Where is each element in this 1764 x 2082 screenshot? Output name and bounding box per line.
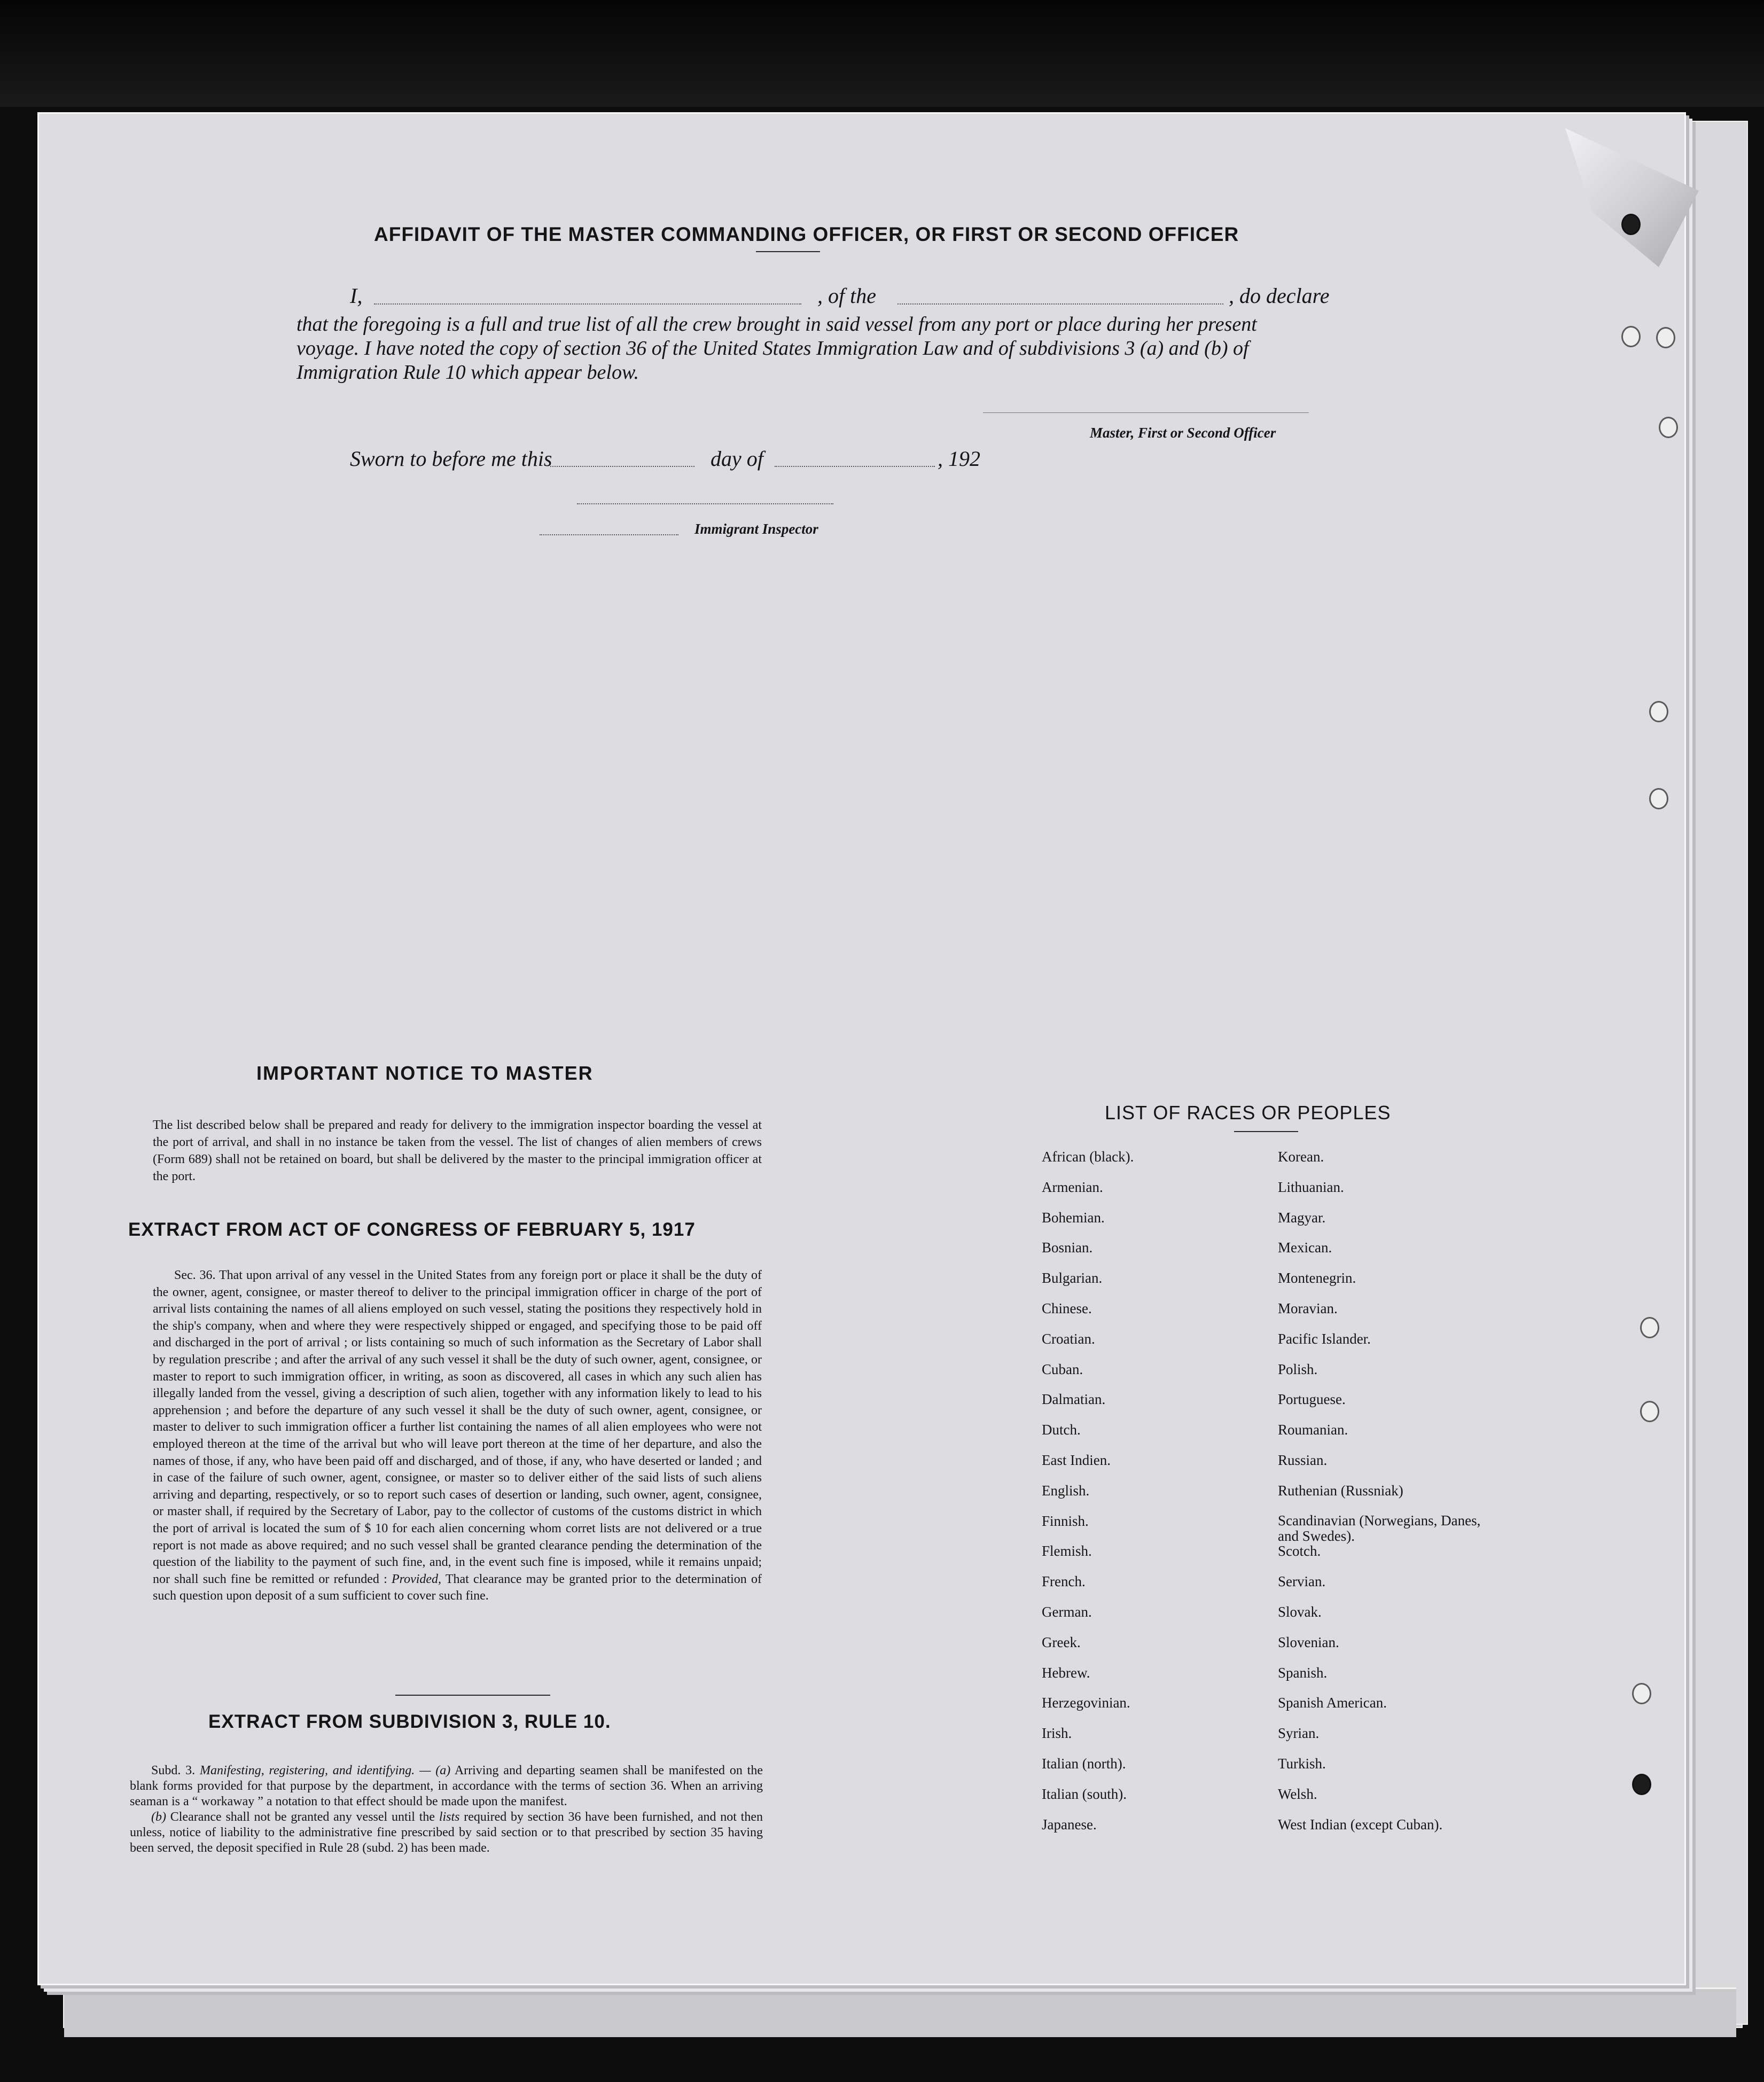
subd-b-label: (b) xyxy=(151,1810,166,1824)
vessel-blank-line[interactable] xyxy=(897,303,1223,305)
section-divider xyxy=(395,1695,550,1696)
subdivision-3-text xyxy=(130,1763,763,1856)
race-item: Dutch. xyxy=(1042,1422,1081,1438)
affidavit-i: I, xyxy=(350,284,363,308)
affidavit-do-declare: , do declare xyxy=(1229,284,1330,308)
race-item: Bosnian. xyxy=(1042,1239,1093,1256)
inspector-name-line-2[interactable] xyxy=(540,534,678,535)
inspector-name-line-1[interactable] xyxy=(577,503,833,504)
sworn-text: Sworn to before me this xyxy=(350,447,552,471)
master-signature-label: Master, First or Second Officer xyxy=(1090,425,1276,441)
bleed-through-text xyxy=(235,231,244,255)
race-item: East Indien. xyxy=(1042,1452,1111,1468)
race-item: Croatian. xyxy=(1042,1330,1095,1347)
race-item: Moravian. xyxy=(1278,1300,1338,1316)
year-prefix: , 192 xyxy=(938,447,980,471)
race-item: Herzegovinian. xyxy=(1042,1695,1130,1711)
section-36-text xyxy=(153,1267,762,1605)
races-title-underline xyxy=(1234,1131,1298,1132)
race-item: Portuguese. xyxy=(1278,1391,1346,1408)
race-item: Syrian. xyxy=(1278,1725,1320,1742)
affidavit-heading: AFFIDAVIT OF THE MASTER COMMANDING OFFICER, OR FIRST OR SECOND OFFICER xyxy=(374,223,1239,245)
day-of-text: day of xyxy=(711,447,763,471)
race-item: West Indian (except Cuban). xyxy=(1278,1816,1443,1833)
race-item: French. xyxy=(1042,1573,1086,1590)
affidavit-body: that the foregoing is a full and true list of all the crew brought in said vessel from any port or place during her present voyage. I have noted the copy of section 36 of the United States Immigration Law and of subdivisions 3 (a) and (b) of Immigration Rule 10 which appear below. xyxy=(296,313,1257,384)
race-item: Spanish. xyxy=(1278,1664,1328,1681)
day-blank-line[interactable] xyxy=(550,466,694,467)
binder-hole-icon xyxy=(1621,326,1641,347)
page-stack-bottom-edges xyxy=(64,1987,1736,2037)
race-item: Chinese. xyxy=(1042,1300,1092,1316)
race-item: Mexican. xyxy=(1278,1239,1332,1256)
race-item: Hebrew. xyxy=(1042,1664,1090,1681)
race-item: Greek. xyxy=(1042,1634,1081,1650)
subd-a-text: Arriving and departing seamen shall be manifested on the blank forms provided for that purpose by the department, in accordance with the terms of section 36. When an arriving seaman is a “ workaway ” a notation to that effect should be made upon the manifest. xyxy=(130,1764,763,1808)
act-extract-title: EXTRACT FROM ACT OF CONGRESS OF FEBRUARY 5, 1917 xyxy=(128,1219,696,1240)
race-item: Armenian. xyxy=(1042,1179,1103,1195)
month-blank-line[interactable] xyxy=(775,466,935,467)
race-item: Welsh. xyxy=(1278,1785,1317,1802)
race-item: Bulgarian. xyxy=(1042,1270,1103,1286)
race-item: Irish. xyxy=(1042,1725,1072,1742)
binder-hole-icon xyxy=(1632,1683,1651,1704)
signature-line[interactable] xyxy=(983,412,1309,413)
race-item: Slovenian. xyxy=(1278,1634,1339,1650)
scanner-top-edge xyxy=(0,0,1764,107)
binder-hole-icon xyxy=(1656,327,1675,348)
subd-a-label: — (a) xyxy=(419,1764,451,1777)
race-item: Ruthenian (Russniak) xyxy=(1278,1482,1403,1499)
races-right-column xyxy=(1278,1149,1502,1846)
subd-b-text-1: Clearance shall not be granted any vessel until the xyxy=(170,1810,435,1824)
race-item: Roumanian. xyxy=(1278,1422,1348,1438)
race-item: Spanish American. xyxy=(1278,1695,1387,1711)
heading-underline xyxy=(756,251,820,252)
race-item: Lithuanian. xyxy=(1278,1179,1344,1195)
race-item: Russian. xyxy=(1278,1452,1328,1468)
race-item: Italian (north). xyxy=(1042,1755,1126,1772)
binder-hole-icon xyxy=(1649,788,1668,809)
race-item: Turkish. xyxy=(1278,1755,1326,1772)
binder-hole-icon xyxy=(1659,417,1678,438)
binder-hole-icon xyxy=(1649,701,1668,722)
notice-body: The list described below shall be prepared and ready for delivery to the immigration inspector boarding the vessel at the port of arrival, and shall in no instance be taken from the vessel. The list of changes of alien members of crews (Form 689) shall not be retained on board, but shall be delivered by the master to the principal immigration officer at the port. xyxy=(153,1118,762,1183)
race-item: Korean. xyxy=(1278,1149,1324,1165)
subd-b-lists: lists xyxy=(439,1810,460,1824)
subd-heading: Manifesting, registering, and identifying. xyxy=(200,1764,415,1777)
race-item: Scandinavian (Norwegians, Danes, and Swedes). xyxy=(1278,1512,1481,1544)
race-item: Slovak. xyxy=(1278,1603,1322,1620)
race-item: Pacific Islander. xyxy=(1278,1330,1371,1347)
race-item: English. xyxy=(1042,1482,1090,1499)
binder-hole-icon xyxy=(1640,1317,1659,1338)
race-item: Japanese. xyxy=(1042,1816,1097,1833)
race-item: African (black). xyxy=(1042,1149,1134,1165)
race-item: Flemish. xyxy=(1042,1543,1092,1559)
provided-word: Provided, xyxy=(391,1572,442,1586)
name-blank-line[interactable] xyxy=(374,303,801,305)
subd-label: Subd. 3. xyxy=(151,1764,196,1777)
race-item: Servian. xyxy=(1278,1573,1326,1590)
section-body-end: That clearance may be granted prior to the determination of such question upon deposit of a sum sufficient to cover such fine. xyxy=(153,1572,762,1603)
binder-hole-icon xyxy=(1632,1774,1651,1795)
rule-extract-title: EXTRACT FROM SUBDIVISION 3, RULE 10. xyxy=(208,1711,611,1732)
section-body: That upon arrival of any vessel in the United States from any foreign port or place it shall be the duty of the owner, agent, consignee, or master thereof to deliver to the principal immigration officer in charge of the port of arrival lists containing the names of all aliens employed on such vessel, stating the positions they respectively hold in the ship's company, when and where they were respectively shipped or engaged, and specifying those to be paid off and discharged in the port of arrival ; or lists containing so much of such information as the Secretary of Labor shall by regulation prescribe ; and after the arrival of any such vessel it shall be the duty of such owner, agent, consignee, or master to report to such immigration officer, in writing, as soon as discovered, all cases in which any such alien has illegally landed from the vessel, giving a description of such alien, together with any information likely to lead to his apprehension ; and before the departure of any such vessel it shall be the duty of such owner, agent, consignee, or master to deliver to such immigration officer a further list containing the names of all alien employees who were not employed thereon at the time of the arrival but who will leave port thereon at the time of her departure, and also the names of those, if any, who have been paid off and discharged, and of those, if any, who have deserted or landed ; and in case of the failure of such owner, agent, consignee, or master so to deliver either of the said lists of such aliens arriving and departing, respectively, or so to report such cases of desertion or landing, such owner, agent, consignee, or master shall, if required by the Secretary of Labor, pay to the collector of customs of the customs district in which the port of arrival is located the sum of $ 10 for each alien concerning whom corret lists are not delivered or a true report is not made as above required; and no such vessel shall be granted clearance pending the determination of the question of the liability to the payment of such fine, and, in the event such fine is imposed, while it remains unpaid; nor shall such fine be remitted or refunded : xyxy=(153,1268,762,1586)
race-item: Cuban. xyxy=(1042,1361,1083,1377)
affidavit-of-the: , of the xyxy=(817,284,876,308)
race-item: Finnish. xyxy=(1042,1512,1089,1529)
races-title: LIST OF RACES OR PEOPLES xyxy=(1105,1102,1391,1124)
race-item: Scotch. xyxy=(1278,1543,1321,1559)
immigrant-inspector-label: Immigrant Inspector xyxy=(694,521,818,537)
subd-b-text-2: required by section 36 have been furnished, and not then unless, notice of liability to the administrative fine prescribed by said section or to that prescribed by section 35 having been served, the deposit specified in Rule 28 (subd. 2) has been made. xyxy=(130,1810,763,1855)
binder-hole-icon xyxy=(1640,1401,1659,1422)
notice-title: IMPORTANT NOTICE TO MASTER xyxy=(256,1062,594,1084)
race-item: Bohemian. xyxy=(1042,1209,1105,1226)
race-item: Montenegrin. xyxy=(1278,1270,1356,1286)
binder-hole-icon xyxy=(1621,214,1641,235)
race-item: Magyar. xyxy=(1278,1209,1326,1226)
race-item: German. xyxy=(1042,1603,1092,1620)
race-item: Italian (south). xyxy=(1042,1785,1127,1802)
subdivision-a xyxy=(130,1763,763,1810)
subdivision-b xyxy=(130,1810,763,1856)
race-item: Dalmatian. xyxy=(1042,1391,1106,1408)
race-item: Polish. xyxy=(1278,1361,1318,1377)
races-left-column xyxy=(1042,1149,1134,1846)
section-label: Sec. 36. xyxy=(174,1268,216,1282)
